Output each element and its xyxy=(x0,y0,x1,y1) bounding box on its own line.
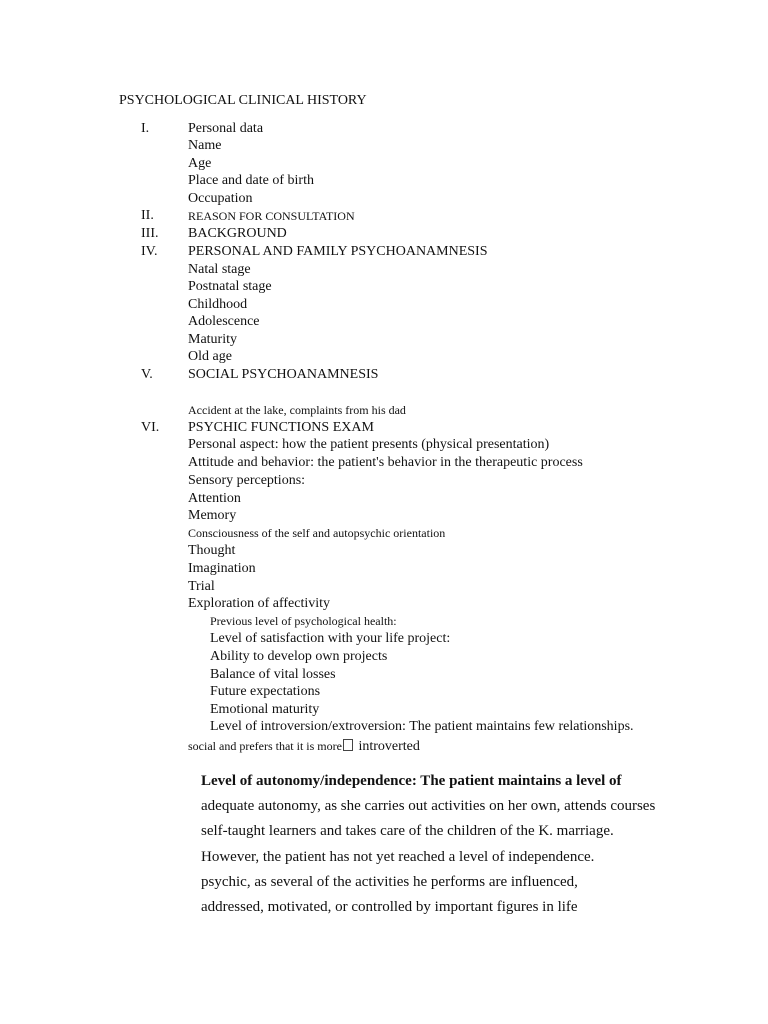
sub-list-item: Previous level of psychological health: xyxy=(210,614,397,628)
section-number: IV. xyxy=(141,244,158,259)
list-item: Adolescence xyxy=(188,314,260,329)
section-number: II. xyxy=(141,208,154,223)
continuation-text: social and prefers that it is more xyxy=(188,739,342,753)
list-item: Consciousness of the self and autopsychic orientation xyxy=(188,526,446,540)
list-item: Name xyxy=(188,138,222,153)
section-heading: PERSONAL AND FAMILY PSYCHOANAMNESIS xyxy=(188,244,488,259)
list-item: Attitude and behavior: the patient's behavior in the therapeutic process xyxy=(188,455,583,470)
section-note: Accident at the lake, complaints from his dad xyxy=(188,403,406,417)
sub-list-item: Level of introversion/extroversion: The patient maintains few relationships. xyxy=(210,719,634,734)
list-item: Place and date of birth xyxy=(188,173,314,188)
continuation-text: introverted xyxy=(354,739,420,754)
section-number: I. xyxy=(141,121,150,136)
list-item: Natal stage xyxy=(188,262,251,277)
section-number: V. xyxy=(141,367,153,382)
sub-list-item: Emotional maturity xyxy=(210,702,320,717)
list-item: Imagination xyxy=(188,561,256,576)
paragraph-line: psychic, as several of the activities he performs are influenced, xyxy=(201,874,578,890)
list-item: Childhood xyxy=(188,297,248,312)
list-item: Age xyxy=(188,156,212,171)
sub-list-item: Balance of vital losses xyxy=(210,667,336,682)
section-heading: SOCIAL PSYCHOANAMNESIS xyxy=(188,367,379,382)
list-item: Attention xyxy=(188,491,241,506)
sub-list-item: Ability to develop own projects xyxy=(210,649,388,664)
list-item: Memory xyxy=(188,508,237,523)
paragraph-line: However, the patient has not yet reached a level of independence. xyxy=(201,849,595,865)
section-heading: Personal data xyxy=(188,121,264,136)
missing-glyph-box xyxy=(343,739,353,751)
section-number: VI. xyxy=(141,420,160,435)
paragraph-line: self-taught learners and takes care of the children of the K. marriage. xyxy=(201,823,614,839)
list-item: Personal aspect: how the patient presents (physical presentation) xyxy=(188,437,550,452)
list-item: Occupation xyxy=(188,191,253,206)
list-item: Sensory perceptions: xyxy=(188,473,306,488)
sub-list-item: Future expectations xyxy=(210,684,321,699)
paragraph-line: addressed, motivated, or controlled by important figures in life xyxy=(201,899,578,915)
document-title: PSYCHOLOGICAL CLINICAL HISTORY xyxy=(119,93,367,108)
section-heading: PSYCHIC FUNCTIONS EXAM xyxy=(188,420,374,435)
sub-list-item: Level of satisfaction with your life project: xyxy=(210,631,451,646)
list-item: Trial xyxy=(188,579,215,594)
list-item: Thought xyxy=(188,543,236,558)
list-item: Postnatal stage xyxy=(188,279,272,294)
section-heading: REASON FOR CONSULTATION xyxy=(188,209,355,223)
continuation-line xyxy=(188,739,420,754)
paragraph-line: adequate autonomy, as she carries out activities on her own, attends courses xyxy=(201,798,656,814)
list-item: Old age xyxy=(188,349,232,364)
section-number: III. xyxy=(141,226,159,241)
paragraph-heading: Level of autonomy/independence: The patient maintains a level of xyxy=(201,773,622,789)
section-heading: BACKGROUND xyxy=(188,226,287,241)
list-item: Maturity xyxy=(188,332,237,347)
list-item: Exploration of affectivity xyxy=(188,596,331,611)
